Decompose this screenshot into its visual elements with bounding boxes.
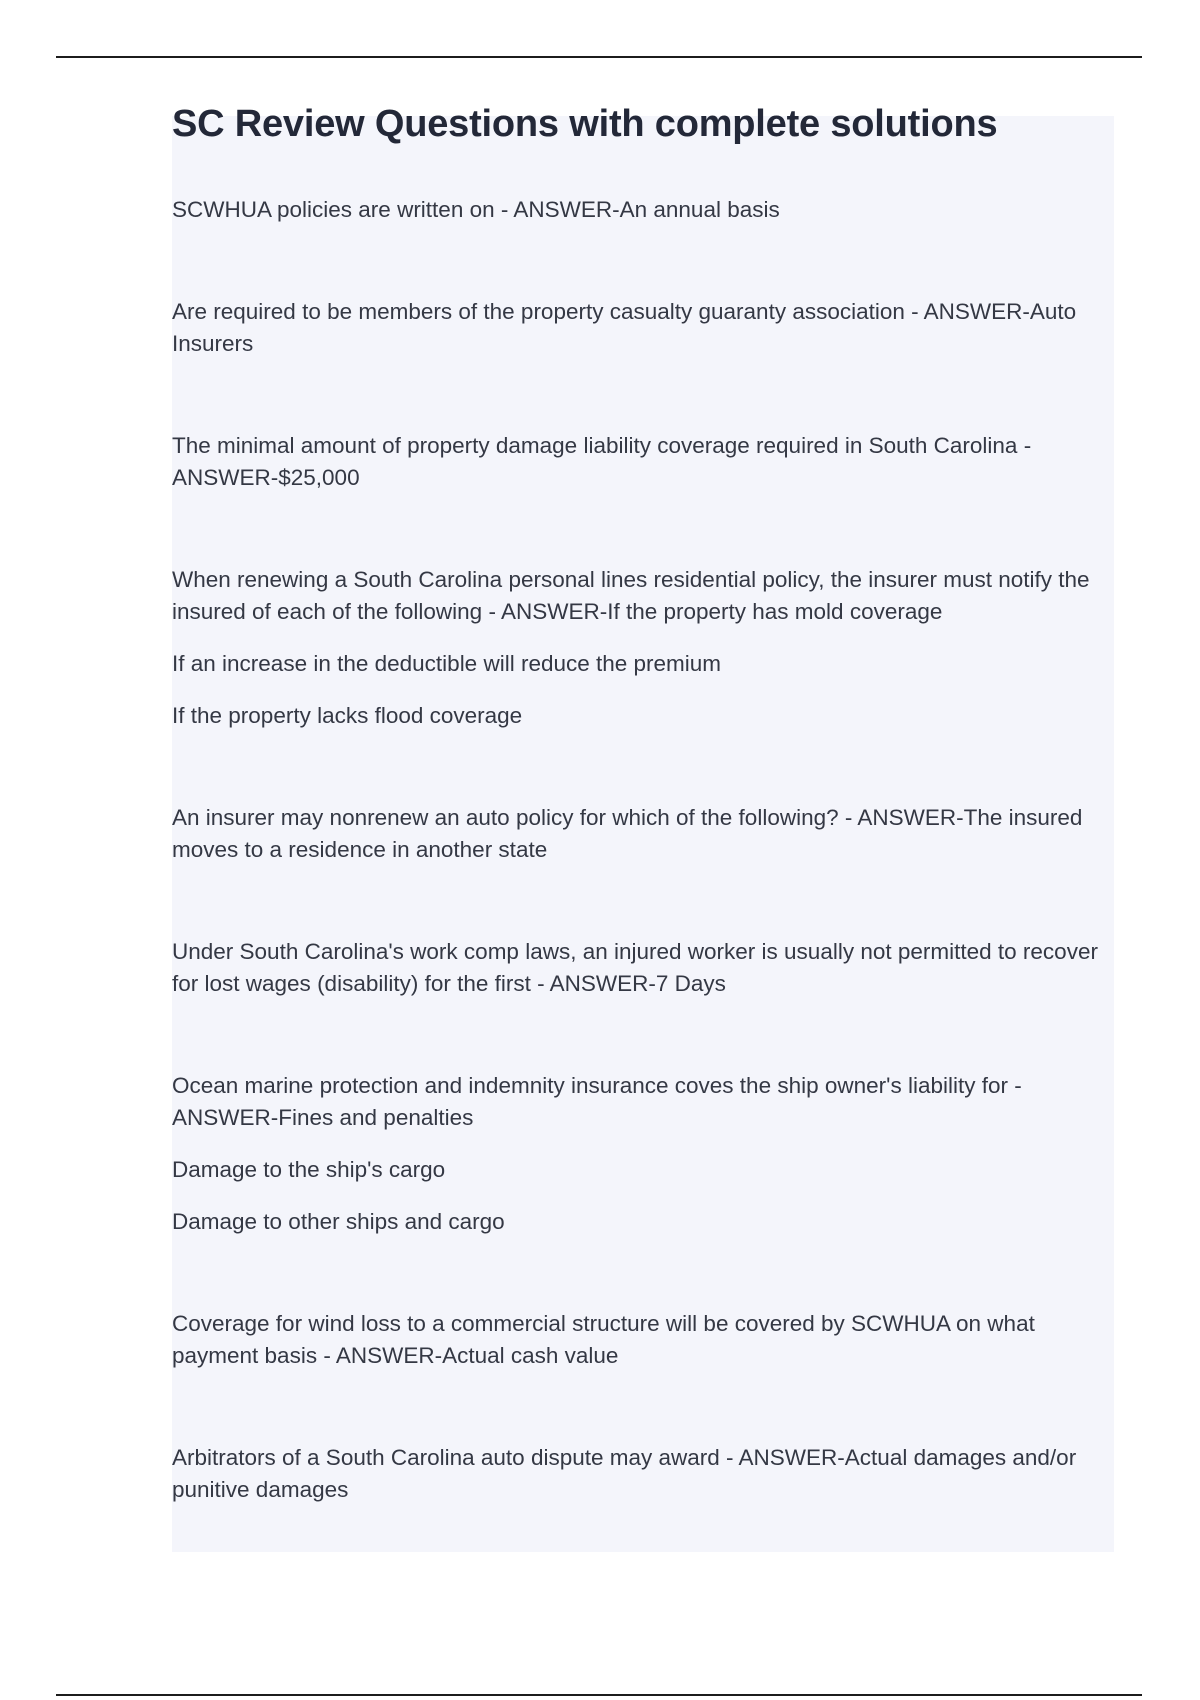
qa-question-answer: Under South Carolina's work comp laws, an injured worker is usually not permitted to recover for lost wages (disability) for the first - ANSWER-7 Days bbox=[172, 939, 1098, 996]
document-title: SC Review Questions with complete solutions bbox=[172, 103, 998, 145]
qa-item bbox=[172, 1070, 1118, 1238]
qa-item bbox=[172, 1442, 1118, 1506]
qa-item bbox=[172, 936, 1118, 1000]
qa-answer-continuation: If an increase in the deductible will reduce the premium bbox=[172, 651, 722, 676]
document-body bbox=[172, 100, 1118, 1576]
qa-item bbox=[172, 1308, 1118, 1372]
qa-item bbox=[172, 802, 1118, 866]
bottom-divider bbox=[56, 1694, 1142, 1696]
qa-answer-continuation: If the property lacks flood coverage bbox=[172, 703, 523, 728]
top-divider bbox=[56, 56, 1142, 58]
qa-question-answer: Are required to be members of the property casualty guaranty association - ANSWER-Auto Insurers bbox=[172, 299, 1077, 356]
qa-answer-continuation: Damage to the ship's cargo bbox=[172, 1157, 446, 1182]
qa-question-answer: An insurer may nonrenew an auto policy for which of the following? - ANSWER-The insured moves to a residence in another state bbox=[172, 805, 1083, 862]
qa-item bbox=[172, 564, 1118, 732]
qa-list bbox=[172, 194, 1118, 1506]
qa-question-answer: SCWHUA policies are written on - ANSWER-An annual basis bbox=[172, 197, 780, 222]
qa-question-answer: Coverage for wind loss to a commercial structure will be covered by SCWHUA on what payment basis - ANSWER-Actual cash value bbox=[172, 1311, 1035, 1368]
qa-item bbox=[172, 194, 1118, 226]
qa-question-answer: When renewing a South Carolina personal lines residential policy, the insurer must notify the insured of each of the following - ANSWER-If the property has mold coverage bbox=[172, 567, 1090, 624]
qa-question-answer: Ocean marine protection and indemnity insurance coves the ship owner's liability for - ANSWER-Fines and penalties bbox=[172, 1073, 1022, 1130]
qa-question-answer: The minimal amount of property damage liability coverage required in South Carolina - ANSWER-$25,000 bbox=[172, 433, 1032, 490]
qa-item bbox=[172, 430, 1118, 494]
qa-item bbox=[172, 296, 1118, 360]
qa-answer-continuation: Damage to other ships and cargo bbox=[172, 1209, 505, 1234]
qa-question-answer: Arbitrators of a South Carolina auto dispute may award - ANSWER-Actual damages and/or punitive damages bbox=[172, 1445, 1077, 1502]
